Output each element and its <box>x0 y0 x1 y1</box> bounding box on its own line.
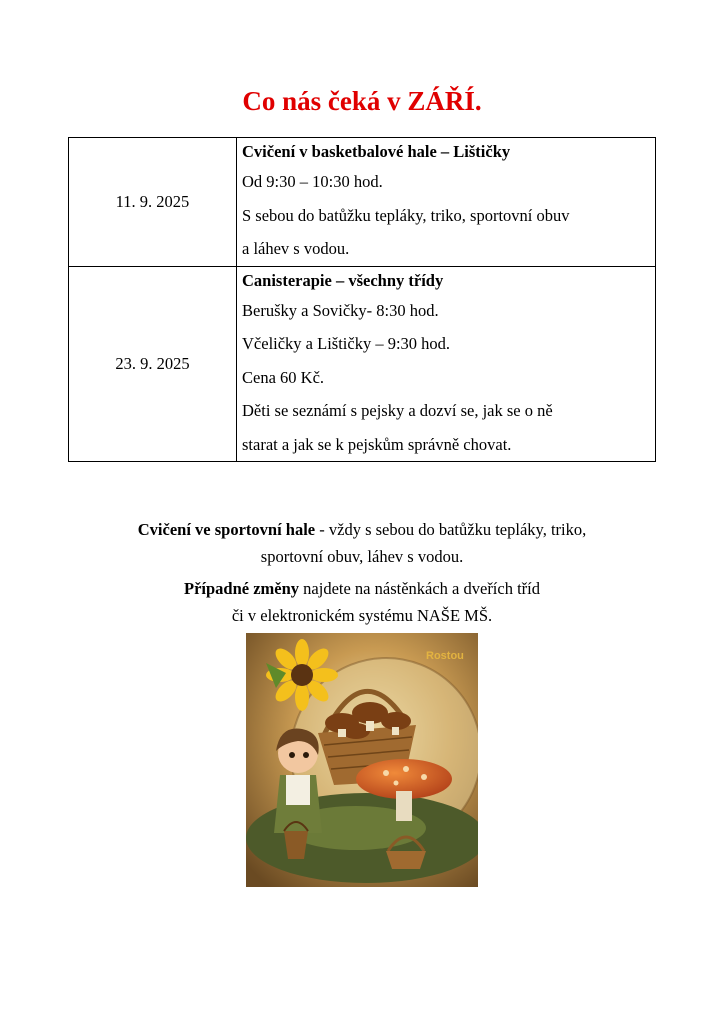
autumn-girl-mushrooms-illustration <box>246 633 478 887</box>
event-description <box>237 138 656 267</box>
table-row <box>69 138 656 267</box>
event-heading: Cvičení v basketbalové hale – Lištičky <box>242 142 511 161</box>
schedule-table <box>68 137 656 462</box>
image-watermark: Rostou <box>426 650 464 662</box>
sport-hall-note <box>0 516 724 570</box>
changes-text: či v elektronickém systému NAŠE MŠ. <box>231 606 493 625</box>
event-line: a láhev s vodou. <box>242 239 350 258</box>
event-line: Včeličky a Lištičky – 9:30 hod. <box>242 334 451 353</box>
sport-hall-label: Cvičení ve sportovní hale <box>137 520 316 539</box>
page-title: Co nás čeká v ZÁŘÍ. <box>242 86 482 116</box>
event-description <box>237 266 656 462</box>
changes-label: Případné změny <box>183 579 300 598</box>
event-line: Od 9:30 – 10:30 hod. <box>242 172 383 191</box>
event-line: S sebou do batůžku tepláky, triko, sportovní obuv <box>242 205 570 225</box>
event-heading: Canisterapie – všechny třídy <box>242 270 444 290</box>
event-line: starat a jak se k pejskům správně chovat. <box>242 434 512 454</box>
changes-text: najdete na nástěnkách a dveřích tříd <box>299 579 541 598</box>
sport-hall-text: - vždy s sebou do batůžku tepláky, triko, <box>315 520 587 539</box>
table-row <box>69 266 656 462</box>
event-date: 23. 9. 2025 <box>69 266 237 462</box>
sport-hall-text: sportovní obuv, láhev s vodou. <box>260 547 464 566</box>
event-line: Děti se seznámí s pejsky a dozví se, jak se o ně <box>242 401 553 420</box>
event-date: 11. 9. 2025 <box>69 138 237 267</box>
changes-note <box>0 575 724 629</box>
event-line: Cena 60 Kč. <box>242 367 325 387</box>
event-line: Berušky a Sovičky- 8:30 hod. <box>242 300 439 320</box>
